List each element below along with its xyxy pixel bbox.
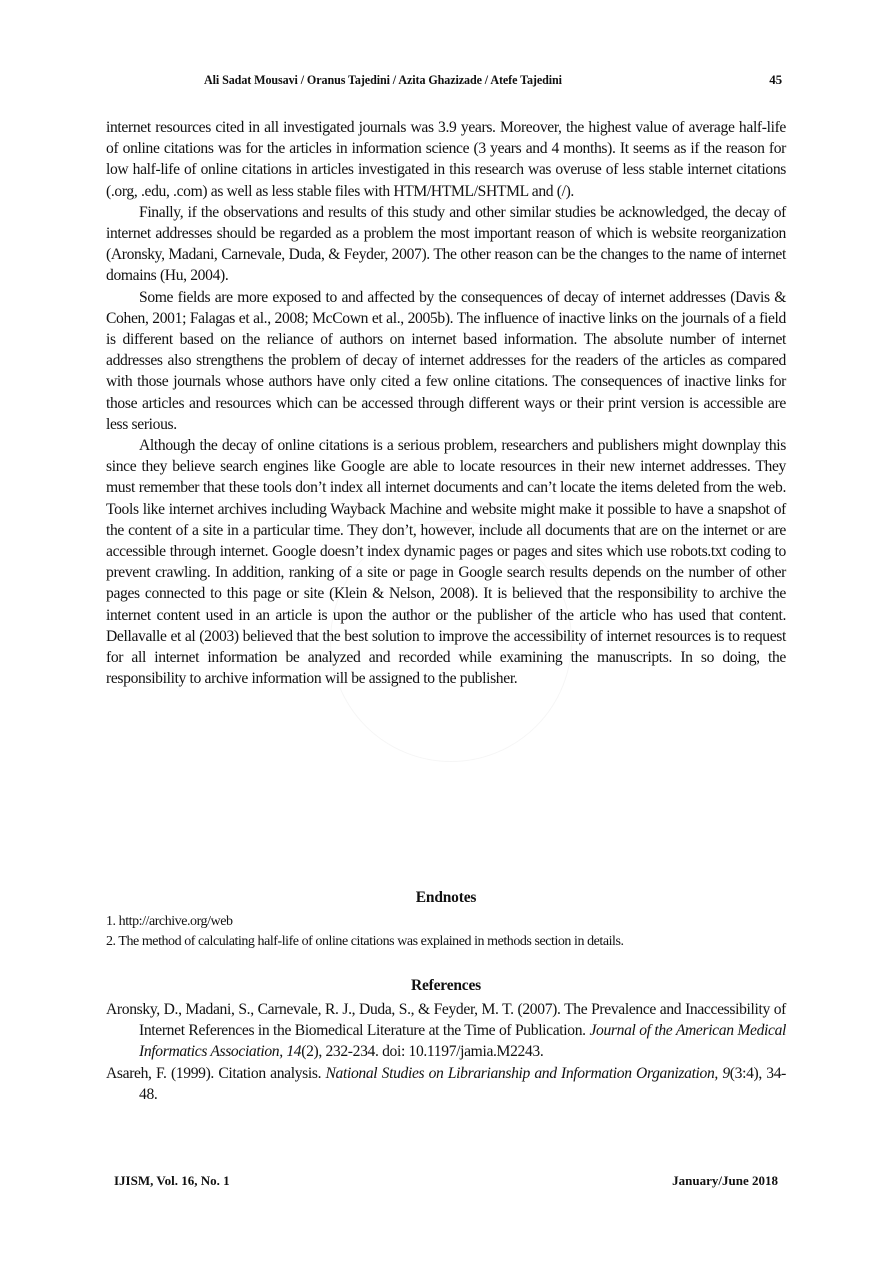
reference-text: Asareh, F. (1999). Citation analysis. xyxy=(106,1064,326,1082)
reference-journal: Journal of the American Medical Informatics Association, 14 xyxy=(139,1022,786,1061)
body-text xyxy=(106,117,786,689)
reference-details: (2), 232-234. doi: 10.1197/jamia.M2243. xyxy=(301,1043,544,1061)
endnote-item: 2. The method of calculating half-life of online citations was explained in methods section in details. xyxy=(106,934,624,949)
header-authors: Ali Sadat Mousavi / Oranus Tajedini / Azita Ghazizade / Atefe Tajedini xyxy=(204,72,562,87)
reference-item xyxy=(106,1063,786,1105)
page-number: 45 xyxy=(769,72,782,87)
endnotes-list xyxy=(106,912,806,952)
paragraph: Finally, if the observations and results of this study and other similar studies be acknowledged, the decay of internet addresses should be regarded as a problem the most important reason of which is website reorganization (Aronsky, Madani, Carnevale, Duda, & Feyder, 2007). The other reason can be the changes to the name of internet domains (Hu, 2004). xyxy=(106,203,786,285)
paragraph: Although the decay of online citations is a serious problem, researchers and publishers might downplay this since they believe search engines like Google are able to locate resources in their new internet addresses. They must remember that these tools don’t index all internet documents and can’t locate the items deleted from the web. Tools like internet archives including Wayback Machine and website might make it possible to have a snapshot of the content of a site in a particular time. They don’t, however, include all documents that are on the internet or are accessible through internet. Google doesn’t index dynamic pages or pages and sites which use robots.txt coding to prevent crawling. In addition, ranking of a site or page in Google search results depends on the number of other pages connected to this page or site (Klein & Nelson, 2008). It is believed that the responsibility to archive the internet content used in an article is upon the author or the publisher of the article who has used that content. Dellavalle et al (2003) believed that the best solution to improve the accessibility of internet resources is to request for all internet information be analyzed and recorded while examining the manuscripts. In so doing, the responsibility to archive information will be assigned to the publisher. xyxy=(106,437,786,688)
endnote-item: 1. http://archive.org/web xyxy=(106,914,233,929)
paragraph: Some fields are more exposed to and affected by the consequences of decay of internet addresses (Davis & Cohen, 2001; Falagas et al., 2008; McCown et al., 2005b). The influence of inactive links on the journals of a field is different based on the reliance of authors on internet based information. The absolute number of internet addresses also strengthens the problem of decay of internet addresses for the readers of the articles as compared with those journals whose authors have only cited a few online citations. The consequences of inactive links for those articles and resources which can be accessed through different ways or their print version is accessible are less serious. xyxy=(106,288,786,433)
reference-journal: National Studies on Librarianship and Information Organization, 9 xyxy=(325,1064,730,1082)
reference-item xyxy=(106,999,786,1063)
reference-text: Aronsky, D., Madani, S., Carnevale, R. J., Duda, S., & Feyder, M. T. (2007). The Prevalence and Inaccessibility of Internet References in the Biomedical Literature at the Time of Publication. xyxy=(106,1001,786,1040)
reference-details: (3:4), 34-48. xyxy=(139,1064,787,1103)
footer-date: January/June 2018 xyxy=(672,1173,778,1188)
paragraph: internet resources cited in all investigated journals was 3.9 years. Moreover, the highest value of average half-life of online citations was for the articles in information science (3 years and 4 months). It seems as if the reason for low half-life of online citations in articles investigated in this research was overuse of less stable internet citations (.org, .edu, .com) as well as less stable files with HTM/HTML/SHTML and (/). xyxy=(106,119,786,200)
references-heading: References xyxy=(410,977,481,994)
references-list xyxy=(106,999,786,1105)
footer-journal: IJISM, Vol. 16, No. 1 xyxy=(114,1173,230,1188)
endnotes-heading: Endnotes xyxy=(415,889,477,906)
